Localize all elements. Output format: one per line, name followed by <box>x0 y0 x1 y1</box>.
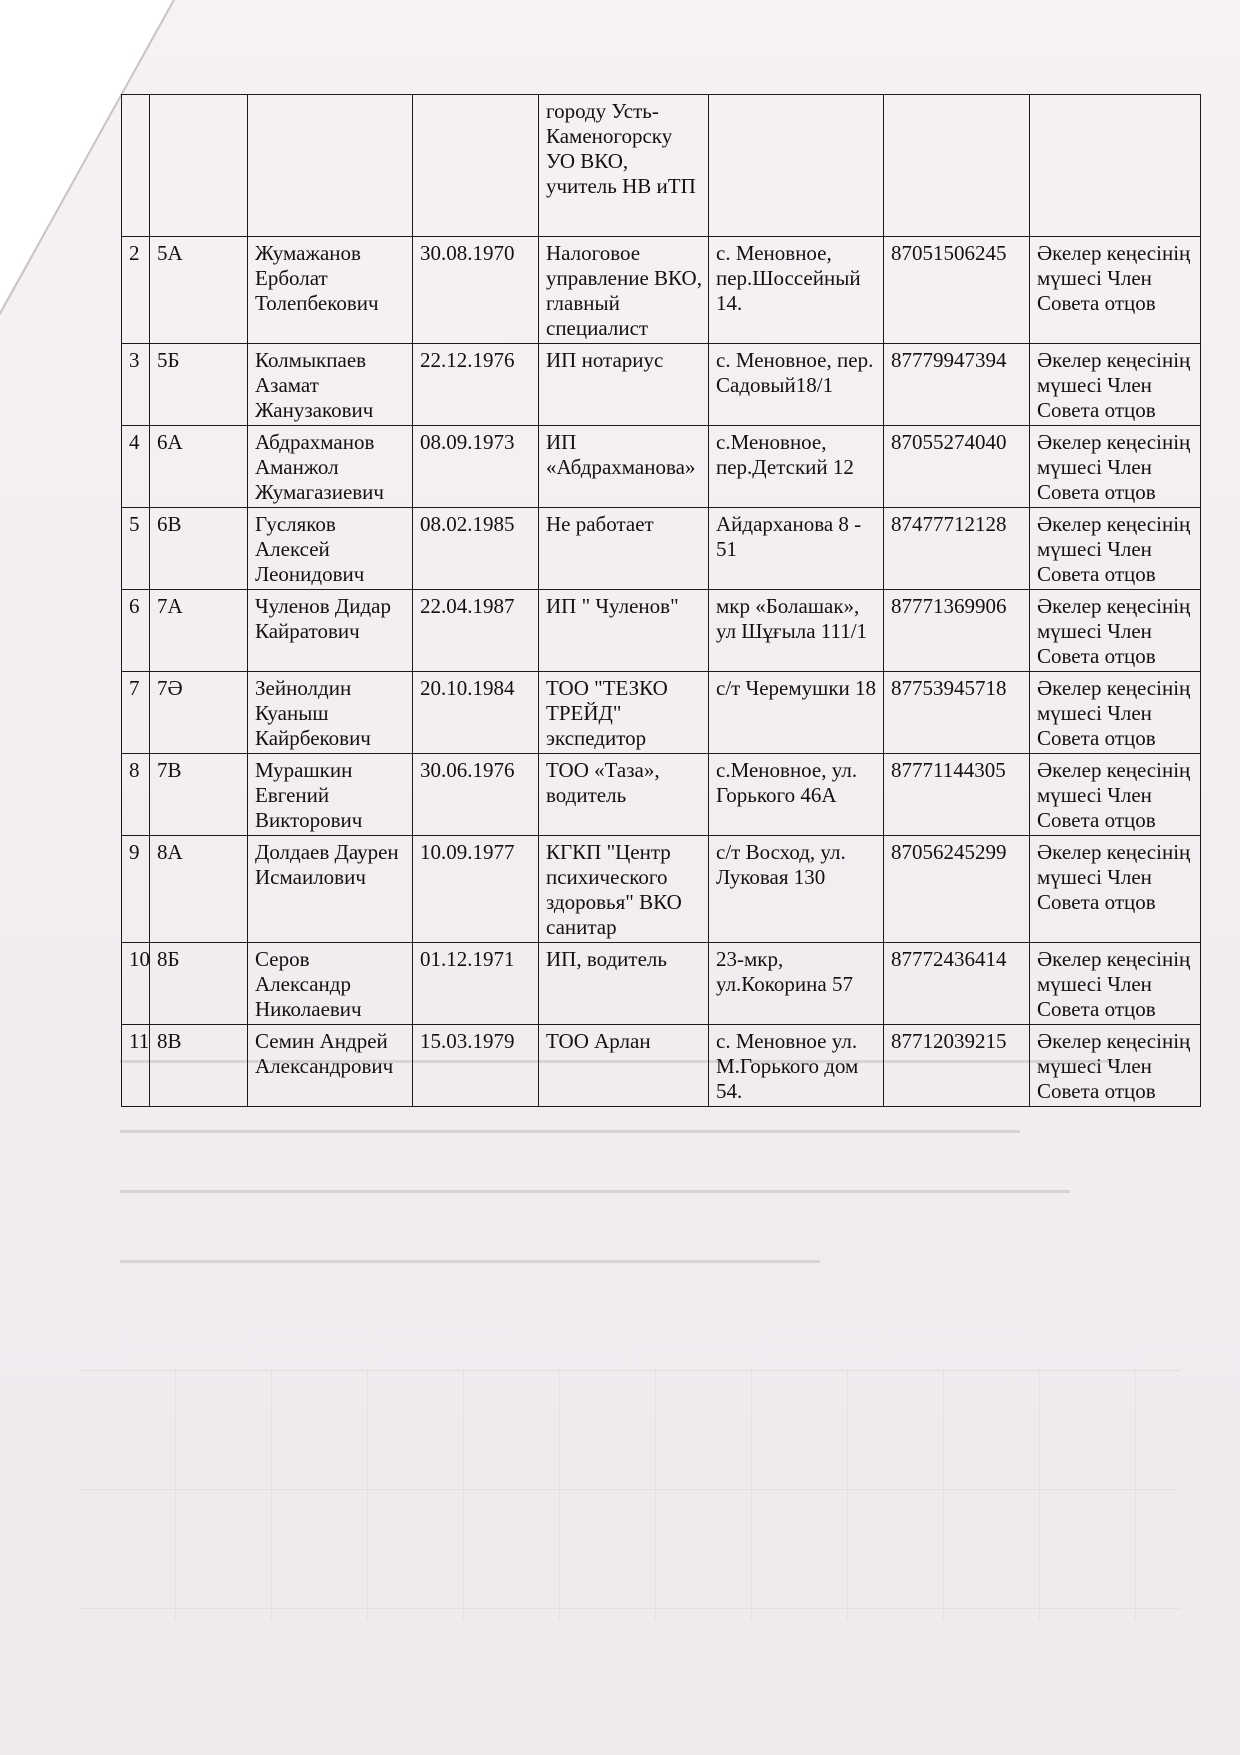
cell-birth-date: 01.12.1971 <box>413 943 539 1025</box>
cell-role <box>1030 95 1201 237</box>
cell-address <box>709 95 884 237</box>
cell-phone <box>884 95 1030 237</box>
cell-name: Долдаев Даурен Исмаилович <box>248 836 413 943</box>
cell-num: 3 <box>122 344 150 426</box>
cell-name: Гусляков Алексей Леонидович <box>248 508 413 590</box>
cell-class: 8В <box>150 1025 248 1107</box>
cell-role: Әкелер кеңесінің мүшесі Член Совета отцов <box>1030 590 1201 672</box>
cell-address: с. Меновное ул. М.Горького дом 54. <box>709 1025 884 1107</box>
cell-class: 7Ә <box>150 672 248 754</box>
cell-role: Әкелер кеңесінің мүшесі Член Совета отцов <box>1030 1025 1201 1107</box>
cell-phone: 87779947394 <box>884 344 1030 426</box>
cell-name: Абдрахманов Аманжол Жумагазиевич <box>248 426 413 508</box>
bleed-through-line <box>120 1190 1070 1193</box>
cell-num: 11 <box>122 1025 150 1107</box>
cell-num: 6 <box>122 590 150 672</box>
cell-name: Жумажанов Ерболат Толепбекович <box>248 237 413 344</box>
cell-role: Әкелер кеңесінің мүшесі Член Совета отцов <box>1030 754 1201 836</box>
cell-birth-date: 08.02.1985 <box>413 508 539 590</box>
cell-address: Айдарханова 8 - 51 <box>709 508 884 590</box>
cell-workplace: КГКП "Центр психического здоровья" ВКО санитар <box>539 836 709 943</box>
cell-role: Әкелер кеңесінің мүшесі Член Совета отцов <box>1030 672 1201 754</box>
cell-birth-date: 22.04.1987 <box>413 590 539 672</box>
bleed-through-line <box>120 1260 820 1263</box>
cell-address: с/т Черемушки 18 <box>709 672 884 754</box>
cell-phone: 87477712128 <box>884 508 1030 590</box>
table-row <box>122 836 1201 943</box>
table-row-continuation <box>122 95 1201 237</box>
cell-class: 8Б <box>150 943 248 1025</box>
cell-role: Әкелер кеңесінің мүшесі Член Совета отцов <box>1030 836 1201 943</box>
cell-name: Чуленов Дидар Кайратович <box>248 590 413 672</box>
cell-workplace: ТОО "ТЕЗКО ТРЕЙД" экспедитор <box>539 672 709 754</box>
cell-num <box>122 95 150 237</box>
cell-workplace: Не работает <box>539 508 709 590</box>
cell-class: 7В <box>150 754 248 836</box>
bleed-through-table <box>80 1370 1180 1621</box>
table-row <box>122 237 1201 344</box>
cell-class: 5А <box>150 237 248 344</box>
cell-workplace: ИП «Абдрахманова» <box>539 426 709 508</box>
cell-class: 7А <box>150 590 248 672</box>
cell-workplace: ИП " Чуленов" <box>539 590 709 672</box>
cell-num: 7 <box>122 672 150 754</box>
cell-num: 2 <box>122 237 150 344</box>
cell-class: 8А <box>150 836 248 943</box>
cell-name: Мурашкин Евгений Викторович <box>248 754 413 836</box>
table-row <box>122 508 1201 590</box>
cell-num: 10 <box>122 943 150 1025</box>
cell-name: Серов Александр Николаевич <box>248 943 413 1025</box>
bleed-through-line <box>120 1130 1020 1133</box>
cell-workplace: ТОО «Таза», водитель <box>539 754 709 836</box>
cell-birth-date: 20.10.1984 <box>413 672 539 754</box>
cell-class: 5Б <box>150 344 248 426</box>
table-row <box>122 672 1201 754</box>
cell-address: с.Меновное, ул. Горького 46А <box>709 754 884 836</box>
cell-phone: 87771144305 <box>884 754 1030 836</box>
cell-birth-date <box>413 95 539 237</box>
cell-class <box>150 95 248 237</box>
cell-address: с.Меновное, пер.Детский 12 <box>709 426 884 508</box>
table-row <box>122 1025 1201 1107</box>
fathers-council-table <box>121 94 1201 1107</box>
cell-address: с. Меновное, пер.Шоссейный 14. <box>709 237 884 344</box>
cell-role: Әкелер кеңесінің мүшесі Член Совета отцов <box>1030 943 1201 1025</box>
table-row <box>122 344 1201 426</box>
table-row <box>122 754 1201 836</box>
cell-num: 9 <box>122 836 150 943</box>
cell-workplace: ИП, водитель <box>539 943 709 1025</box>
cell-name: Семин Андрей Александрович <box>248 1025 413 1107</box>
table-row <box>122 943 1201 1025</box>
cell-birth-date: 15.03.1979 <box>413 1025 539 1107</box>
cell-role: Әкелер кеңесінің мүшесі Член Совета отцов <box>1030 508 1201 590</box>
cell-num: 4 <box>122 426 150 508</box>
cell-phone: 87055274040 <box>884 426 1030 508</box>
cell-birth-date: 10.09.1977 <box>413 836 539 943</box>
cell-role: Әкелер кеңесінің мүшесі Член Совета отцов <box>1030 344 1201 426</box>
cell-num: 8 <box>122 754 150 836</box>
cell-workplace: городу Усть-Каменогорску УО ВКО, учитель НВ иТП <box>539 95 709 237</box>
cell-phone: 87712039215 <box>884 1025 1030 1107</box>
cell-phone: 87772436414 <box>884 943 1030 1025</box>
table-row <box>122 590 1201 672</box>
cell-role: Әкелер кеңесінің мүшесі Член Совета отцов <box>1030 426 1201 508</box>
cell-address: с/т Восход, ул. Луковая 130 <box>709 836 884 943</box>
cell-workplace: ТОО Арлан <box>539 1025 709 1107</box>
cell-phone: 87771369906 <box>884 590 1030 672</box>
cell-phone: 87753945718 <box>884 672 1030 754</box>
cell-num: 5 <box>122 508 150 590</box>
cell-workplace: ИП нотариус <box>539 344 709 426</box>
cell-address: мкр «Болашак», ул Шұғыла 111/1 <box>709 590 884 672</box>
cell-role: Әкелер кеңесінің мүшесі Член Совета отцов <box>1030 237 1201 344</box>
cell-name: Зейнолдин Куаныш Кайрбекович <box>248 672 413 754</box>
cell-birth-date: 30.08.1970 <box>413 237 539 344</box>
cell-name <box>248 95 413 237</box>
cell-birth-date: 08.09.1973 <box>413 426 539 508</box>
cell-phone: 87051506245 <box>884 237 1030 344</box>
cell-class: 6В <box>150 508 248 590</box>
cell-birth-date: 22.12.1976 <box>413 344 539 426</box>
cell-phone: 87056245299 <box>884 836 1030 943</box>
table-row <box>122 426 1201 508</box>
cell-birth-date: 30.06.1976 <box>413 754 539 836</box>
cell-address: 23-мкр, ул.Кокорина 57 <box>709 943 884 1025</box>
cell-workplace: Налоговое управление ВКО, главный специалист <box>539 237 709 344</box>
cell-address: с. Меновное, пер. Садовый18/1 <box>709 344 884 426</box>
cell-class: 6А <box>150 426 248 508</box>
cell-name: Колмыкпаев Азамат Жанузакович <box>248 344 413 426</box>
